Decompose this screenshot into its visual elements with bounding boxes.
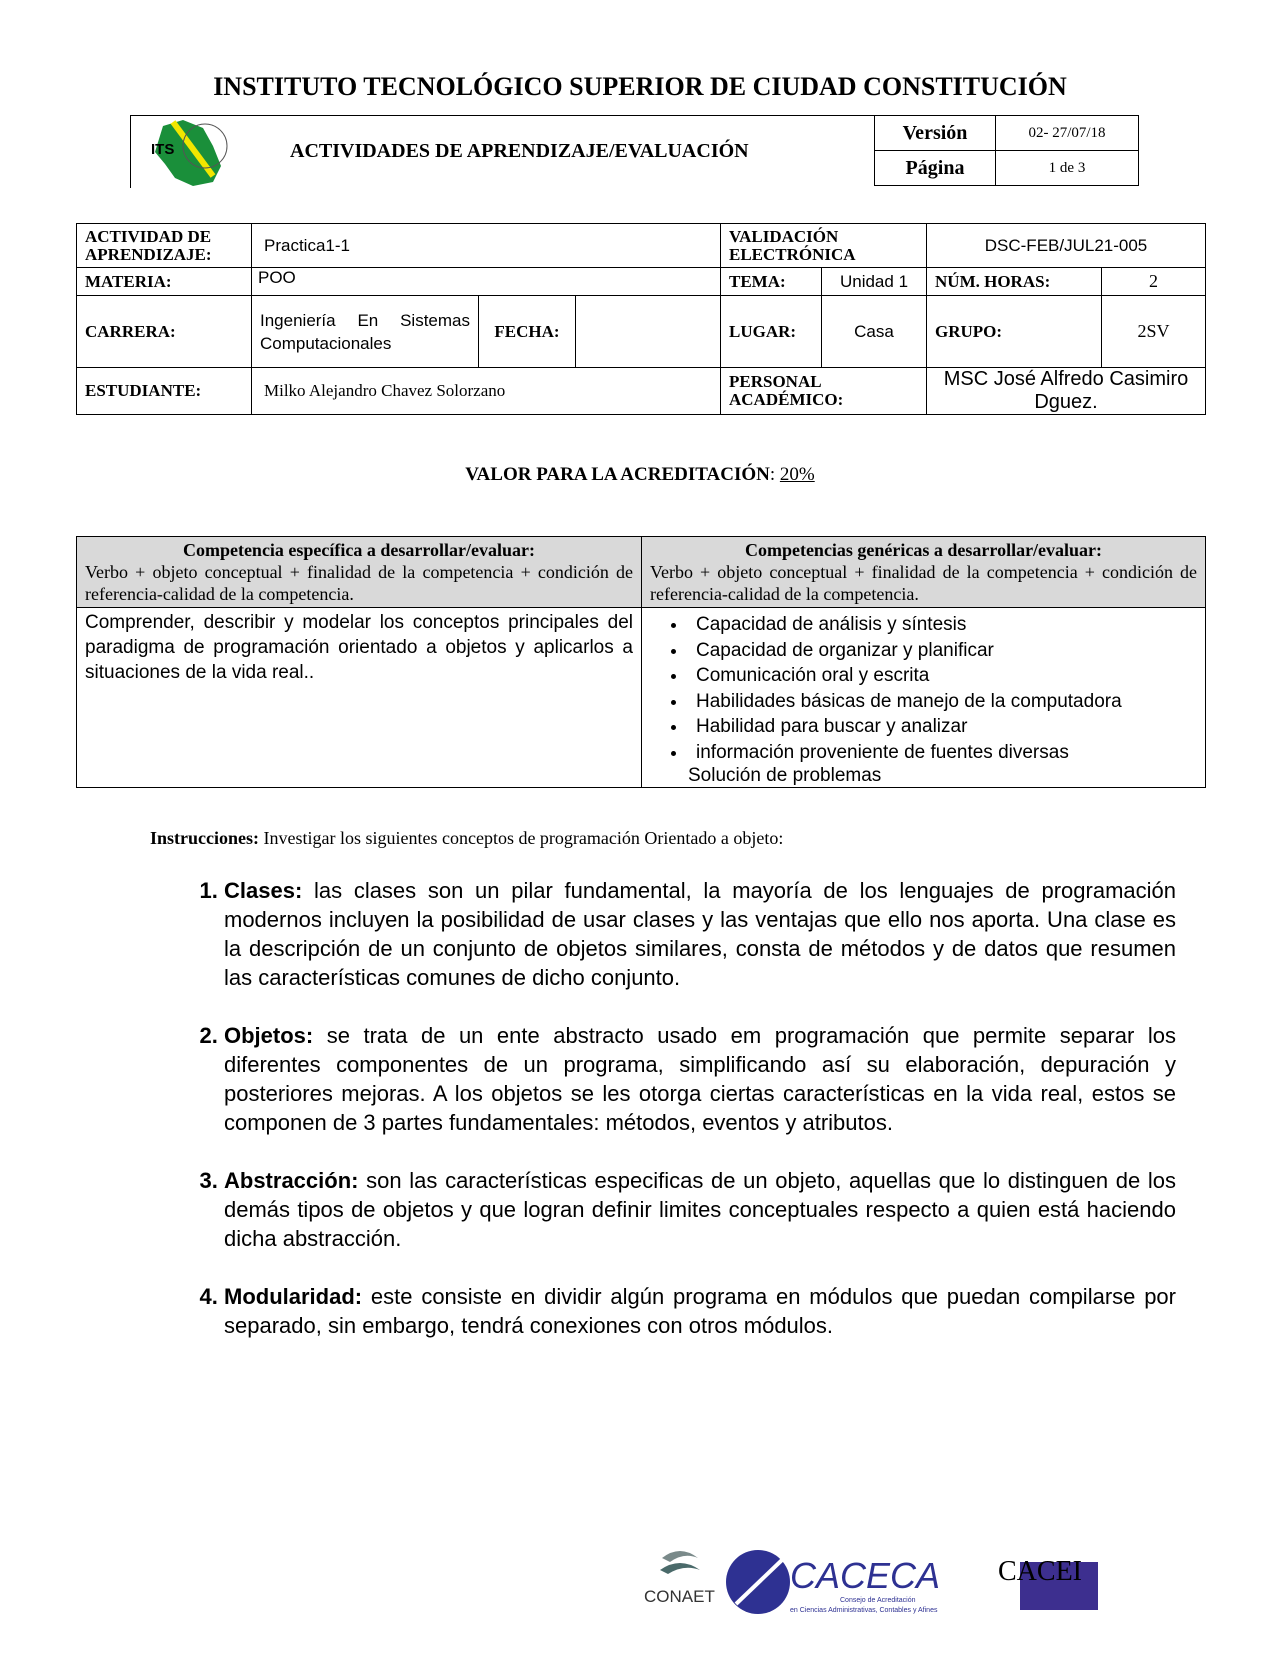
estudiante-label: ESTUDIANTE: — [77, 368, 252, 415]
version-label: Versión — [902, 121, 968, 144]
validacion-value: DSC-FEB/JUL21-005 — [927, 224, 1206, 268]
cacei-logo — [998, 1556, 1098, 1610]
concept-item-objetos — [224, 1021, 1176, 1137]
concept-text: las clases son un pilar fundamental, la mayoría de los lenguajes de programación modernos incluyen la posibilidad de usar clases y las ventajas que ello nos aporta. Una clase es la descripción de un conjunto de objetos similares, consta de métodos y de datos que resumen las características comunes de dicho conjunto. — [224, 878, 1176, 990]
horas-value: 2 — [1102, 268, 1206, 296]
list-item: • Comunicación oral y escrita — [688, 663, 1201, 689]
concept-item-modularidad — [224, 1282, 1176, 1340]
conceptos-list — [182, 876, 1176, 1369]
concept-term: Modularidad: — [224, 1284, 363, 1309]
tema-label: TEMA: — [721, 268, 822, 296]
concept-term: Objetos: — [224, 1023, 314, 1048]
cacei-text: CACEI — [998, 1556, 1082, 1587]
actividad-label: ACTIVIDAD DE APRENDIZAJE: — [77, 224, 252, 268]
concept-text: este consiste en dividir algún programa en módulos que puedan compilarse por separado, sin embargo, tendrá conexiones con otros módulos. — [224, 1284, 1176, 1338]
concept-item-abstraccion — [224, 1166, 1176, 1253]
list-item: • Capacidad de análisis y síntesis — [688, 612, 1201, 638]
grupo-value: 2SV — [1102, 296, 1206, 368]
genericas-header: Competencias genéricas a desarrollar/evaluar: — [744, 540, 1103, 560]
page-value: 1 de 3 — [996, 151, 1139, 186]
personal-value: MSC José Alfredo Casimiro Dguez. — [927, 368, 1206, 415]
version-value: 02- 27/07/18 — [996, 116, 1139, 151]
horas-label: NÚM. HORAS: — [927, 268, 1102, 296]
especifica-text: Comprender, describir y modelar los conceptos principales del paradigma de programación orientado a objetos y aplicarlos a situaciones de la vida real.. — [77, 608, 642, 788]
list-item: • Habilidad para buscar y analizar — [688, 714, 1201, 740]
activity-info-table — [76, 223, 1206, 415]
validacion-label: VALIDACIÓN ELECTRÓNICA — [721, 224, 927, 268]
list-item: • Capacidad de organizar y planificar — [688, 638, 1201, 664]
valor-acreditacion: VALOR PARA LA ACREDITACIÓN: 20% — [465, 464, 815, 485]
accreditation-logos — [640, 1540, 1160, 1630]
caceca-logo — [726, 1550, 940, 1614]
logo-text: ITS — [151, 141, 175, 158]
caceca-text: CACECA — [790, 1555, 941, 1596]
carrera-label: CARRERA: — [77, 296, 252, 368]
list-item: • Habilidades básicas de manejo de la computadora — [688, 689, 1201, 715]
genericas-extra: Solución de problemas — [688, 765, 882, 786]
fecha-label: FECHA: — [479, 296, 576, 368]
conaet-logo — [644, 1551, 715, 1606]
concept-term: Abstracción: — [224, 1168, 359, 1193]
caceca-sub2: en Ciencias Administrativas, Contables y Afines — [790, 1607, 938, 1614]
list-item: • información proveniente de fuentes diversas — [688, 740, 1201, 766]
fecha-value — [576, 296, 721, 368]
carrera-value: Ingeniería En Sistemas Computacionales — [252, 296, 479, 368]
especifica-header-cell — [77, 537, 642, 608]
valor-value: 20% — [779, 464, 815, 485]
conaet-text: CONAET — [644, 1587, 715, 1606]
genericas-header-cell — [642, 537, 1206, 608]
concept-text: se trata de un ente abstracto usado em programación que permite separar los diferentes componentes de un programa, simplificando así su elaboración, depuración y posteriores mejoras. A los objetos se les otorga ciertas características en la vida real, estos se componen de 3 partes fundamentales: métodos, eventos y atributos. — [224, 1023, 1176, 1135]
genericas-sub: Verbo + objeto conceptual + finalidad de la competencia + condición de referencia-calidad de la competencia. — [650, 562, 1197, 604]
personal-label: PERSONAL ACADÉMICO: — [721, 368, 927, 415]
institution-title: INSTITUTO TECNOLÓGICO SUPERIOR DE CIUDAD CONSTITUCIÓN — [213, 72, 1067, 101]
lugar-value: Casa — [822, 296, 927, 368]
its-logo — [143, 116, 233, 188]
materia-value: POO — [252, 268, 721, 296]
concept-term: Clases: — [224, 878, 303, 903]
grupo-label: GRUPO: — [927, 296, 1102, 368]
concept-text: son las características especificas de un objeto, aquellas que lo distinguen de los demás tipos de objetos y que logran definir limites conceptuales respecto a quien está haciendo dicha abstracción. — [224, 1168, 1176, 1251]
especifica-header: Competencia específica a desarrollar/evaluar: — [182, 540, 536, 560]
instrucciones-text: Investigar los siguientes conceptos de programación Orientado a objeto: — [259, 828, 784, 848]
estudiante-value: Milko Alejandro Chavez Solorzano — [252, 368, 721, 415]
tema-value: Unidad 1 — [822, 268, 927, 296]
instrucciones — [150, 828, 783, 849]
valor-label: VALOR PARA LA ACREDITACIÓN — [465, 464, 770, 485]
competencias-table — [76, 536, 1206, 788]
materia-label: MATERIA: — [77, 268, 252, 296]
caceca-sub1: Consejo de Acreditación — [840, 1597, 916, 1604]
document-title: ACTIVIDADES DE APRENDIZAJE/EVALUACIÓN — [290, 140, 749, 162]
version-table — [874, 115, 1139, 186]
genericas-list — [650, 612, 1201, 765]
lugar-label: LUGAR: — [721, 296, 822, 368]
especifica-sub: Verbo + objeto conceptual + finalidad de la competencia + condición de referencia-calidad de la competencia. — [85, 562, 633, 604]
page-label: Página — [905, 156, 965, 179]
concept-item-clases — [224, 876, 1176, 992]
instrucciones-label: Instrucciones: — [150, 828, 259, 848]
actividad-value: Practica1-1 — [252, 224, 721, 268]
